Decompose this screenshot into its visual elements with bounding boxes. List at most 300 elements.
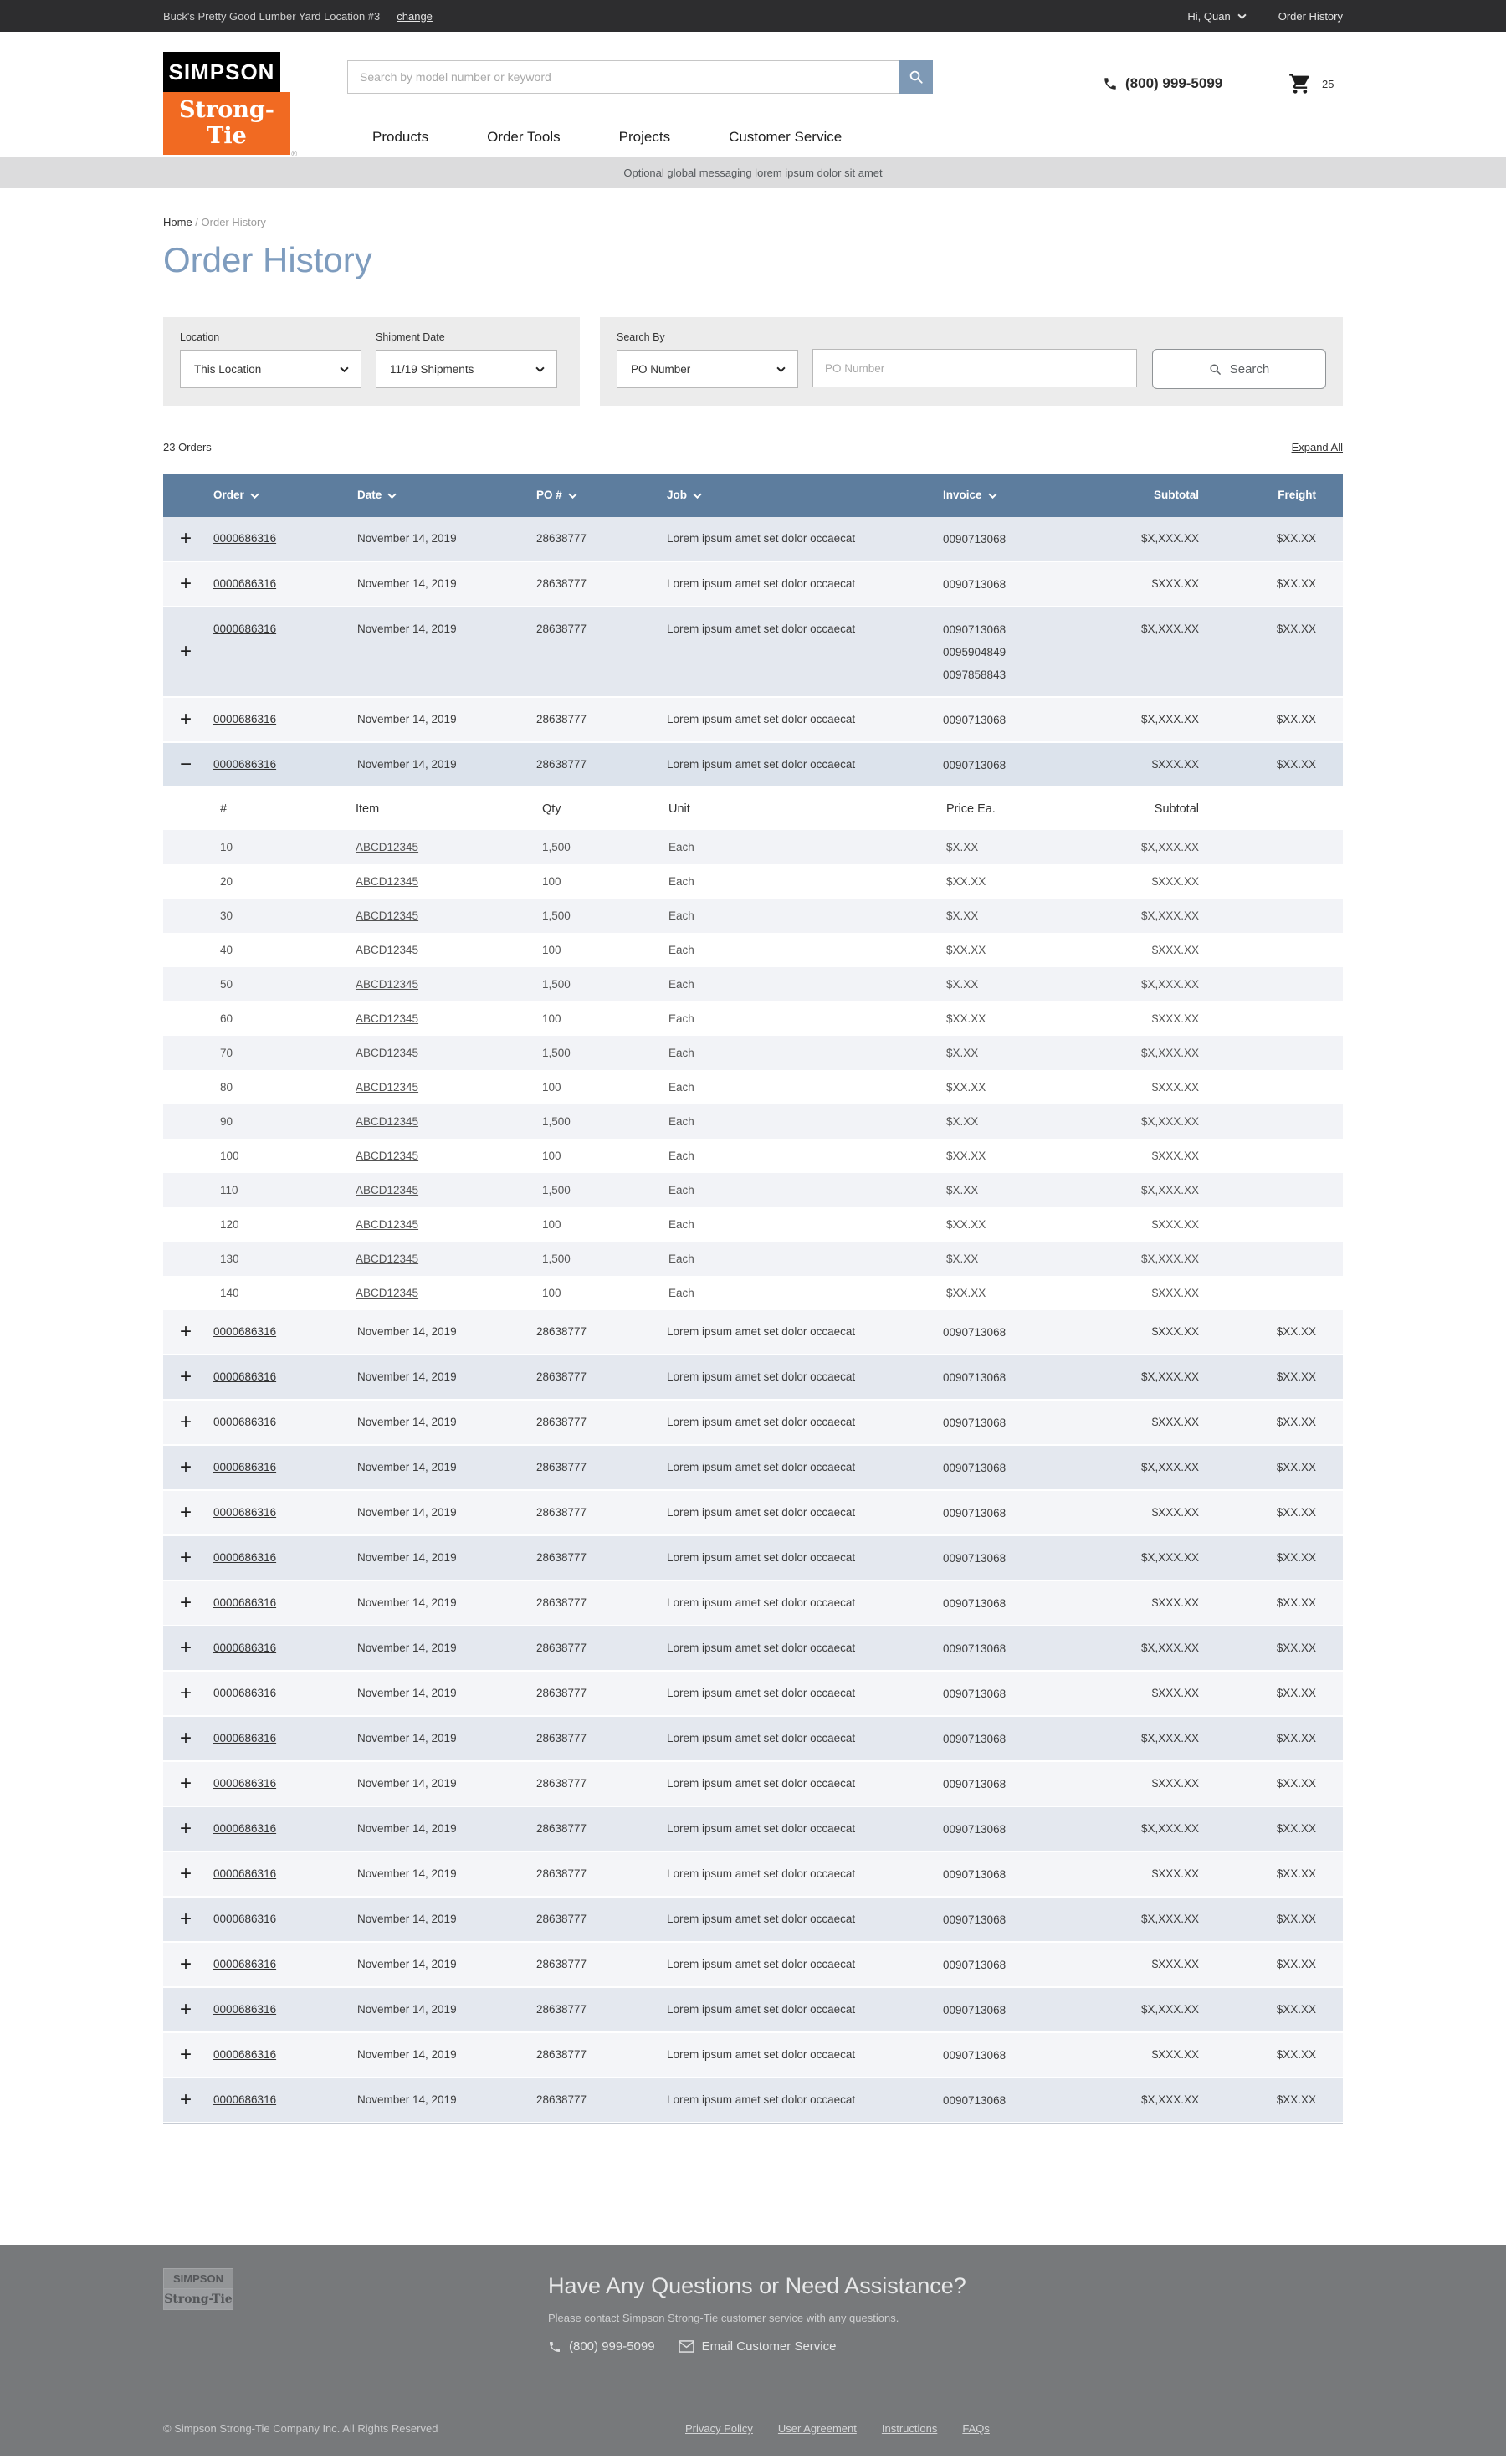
row-expander-button[interactable]: + [163, 1672, 203, 1715]
unit-header: Unit [668, 802, 690, 816]
order-invoices [930, 1898, 1089, 1941]
location-dropdown[interactable] [180, 350, 361, 388]
order-number-link[interactable]: 0000686316 [213, 1777, 277, 1790]
global-message-banner [0, 157, 1506, 188]
line-item-qty: 1,500 [542, 1184, 571, 1196]
order-date: November 14, 2019 [357, 1867, 457, 1880]
order-number-link[interactable]: 0000686316 [213, 1551, 277, 1564]
order-number-link[interactable]: 0000686316 [213, 713, 277, 725]
order-row [163, 698, 1343, 743]
order-subtotal: $XXX.XX [1151, 1687, 1199, 1699]
order-freight: $XX.XX [1276, 622, 1316, 635]
order-job: Lorem ipsum amet set dolor occaecat [667, 532, 856, 545]
line-item-price: $XX.XX [946, 1287, 986, 1299]
order-freight: $XX.XX [1276, 577, 1316, 590]
search-button[interactable] [899, 60, 933, 94]
line-item-price: $X.XX [946, 841, 979, 853]
order-subtotal: $X,XXX.XX [1140, 1732, 1199, 1744]
order-date: November 14, 2019 [357, 1687, 457, 1699]
item-model-link[interactable]: ABCD12345 [356, 1047, 419, 1059]
order-po: 28638777 [536, 1913, 587, 1925]
row-expander-button[interactable]: + [163, 517, 203, 561]
row-expander-button[interactable]: + [163, 1355, 203, 1399]
order-invoices [930, 2033, 1089, 2077]
qty-header: Qty [542, 802, 561, 816]
order-freight: $XX.XX [1276, 1325, 1316, 1338]
order-number-link[interactable]: 0000686316 [213, 1461, 277, 1473]
sort-header-po[interactable] [521, 474, 647, 517]
breadcrumb-home-link[interactable]: Home [163, 216, 192, 228]
footer-link[interactable]: User Agreement [777, 2422, 857, 2435]
order-number-link[interactable]: 0000686316 [213, 1596, 277, 1609]
row-expander-button[interactable]: + [163, 1581, 203, 1625]
order-job: Lorem ipsum amet set dolor occaecat [667, 1325, 856, 1338]
line-item-unit: Each [668, 1150, 694, 1162]
nav-item[interactable]: Projects [618, 129, 671, 145]
item-model-link[interactable]: ABCD12345 [356, 1150, 419, 1162]
line-item-number: 50 [220, 978, 233, 991]
order-invoices [930, 1672, 1089, 1715]
row-expander-button[interactable]: + [163, 2033, 203, 2077]
order-invoices [930, 1310, 1089, 1354]
order-subtotal: $X,XXX.XX [1140, 532, 1199, 545]
line-item-number: 120 [220, 1218, 239, 1231]
invoice-number: 0090713068 [943, 1325, 1007, 1339]
line-item-row [163, 1001, 1343, 1036]
row-expander-button[interactable]: + [163, 1943, 203, 1986]
order-job: Lorem ipsum amet set dolor occaecat [667, 1551, 856, 1564]
line-item-qty: 1,500 [542, 909, 571, 922]
order-number-link[interactable]: 0000686316 [213, 2093, 277, 2106]
order-number-link[interactable]: 0000686316 [213, 532, 277, 545]
row-expander-button[interactable]: + [163, 1310, 203, 1354]
footer-links [685, 2422, 990, 2456]
order-job: Lorem ipsum amet set dolor occaecat [667, 2003, 856, 2016]
line-item-subtotal: $X,XXX.XX [1140, 1047, 1199, 1059]
item-model-link[interactable]: ABCD12345 [356, 1252, 419, 1265]
chevron-down-icon [387, 493, 397, 499]
expand-all-link[interactable]: Expand All [1291, 441, 1343, 453]
order-invoices [930, 1943, 1089, 1986]
order-po: 28638777 [536, 1506, 587, 1519]
email-customer-service-link[interactable] [679, 2339, 837, 2354]
order-row [163, 1852, 1343, 1898]
order-date: November 14, 2019 [357, 1822, 457, 1835]
order-job: Lorem ipsum amet set dolor occaecat [667, 2048, 856, 2061]
line-item-subtotal: $XXX.XX [1151, 875, 1199, 888]
main-nav [372, 129, 842, 146]
line-item-qty: 100 [542, 1287, 561, 1299]
order-row [163, 1401, 1343, 1446]
line-item-price: $XX.XX [946, 1218, 986, 1231]
line-item-subtotal: $X,XXX.XX [1140, 1115, 1199, 1128]
search-icon [909, 69, 924, 85]
order-freight: $XX.XX [1276, 1687, 1316, 1699]
line-item-number: 80 [220, 1081, 233, 1094]
nav-item[interactable]: Order Tools [487, 129, 561, 145]
site-header [0, 32, 1506, 157]
order-number-link[interactable]: 0000686316 [213, 1325, 277, 1338]
footer-link[interactable]: Instructions [881, 2422, 938, 2435]
footer-phone-number: (800) 999-5099 [569, 2339, 655, 2354]
order-number-link[interactable]: 0000686316 [213, 2048, 277, 2061]
order-date: November 14, 2019 [357, 1732, 457, 1744]
orders-table [163, 474, 1343, 2124]
row-expander-button[interactable]: + [163, 1988, 203, 2031]
item-model-link[interactable]: ABCD12345 [356, 1287, 419, 1299]
simpson-strong-tie-logo[interactable] [163, 52, 297, 158]
order-subtotal: $X,XXX.XX [1140, 1370, 1199, 1383]
line-item-subtotal: $XXX.XX [1151, 1012, 1199, 1025]
cart-button[interactable] [1288, 72, 1334, 95]
order-invoices [930, 1581, 1089, 1625]
order-subtotal: $X,XXX.XX [1140, 622, 1199, 635]
breadcrumb-current: Order History [201, 216, 266, 228]
order-freight: $XX.XX [1276, 1551, 1316, 1564]
line-item-qty: 100 [542, 944, 561, 956]
order-invoices [930, 1717, 1089, 1760]
order-po: 28638777 [536, 1732, 587, 1744]
line-item-subtotal: $XXX.XX [1151, 944, 1199, 956]
item-model-link[interactable]: ABCD12345 [356, 909, 419, 922]
order-date: November 14, 2019 [357, 1461, 457, 1473]
order-invoices [930, 1355, 1089, 1399]
row-expander-button[interactable]: + [163, 2078, 203, 2122]
row-expander-button[interactable]: + [163, 698, 203, 741]
line-item-subtotal: $XXX.XX [1151, 1081, 1199, 1094]
line-items-subtable [163, 788, 1343, 1310]
account-menu[interactable] [1187, 10, 1246, 23]
order-row [163, 1807, 1343, 1852]
order-number-link[interactable]: 0000686316 [213, 1506, 277, 1519]
order-date: November 14, 2019 [357, 1551, 457, 1564]
line-item-subtotal: $XXX.XX [1151, 1218, 1199, 1231]
row-expander-button[interactable]: + [163, 1898, 203, 1941]
main-content [0, 216, 1506, 2245]
invoice-number: 0097858843 [943, 668, 1007, 681]
line-item-number: 90 [220, 1115, 233, 1128]
order-date: November 14, 2019 [357, 2003, 457, 2016]
order-number-link[interactable]: 0000686316 [213, 1958, 277, 1970]
line-item-qty: 1,500 [542, 1047, 571, 1059]
line-item-price: $XX.XX [946, 1081, 986, 1094]
line-item-row [163, 967, 1343, 1001]
order-subtotal: $XXX.XX [1151, 1596, 1199, 1609]
order-po: 28638777 [536, 1687, 587, 1699]
invoice-number: 0090713068 [943, 1370, 1007, 1384]
orders-table-header [163, 474, 1343, 517]
line-item-price: $XX.XX [946, 944, 986, 956]
order-invoices [930, 1491, 1089, 1534]
line-item-price: $X.XX [946, 1047, 979, 1059]
order-po: 28638777 [536, 1642, 587, 1654]
order-freight: $XX.XX [1276, 2003, 1316, 2016]
line-item-unit: Each [668, 1287, 694, 1299]
header-phone-link[interactable] [1103, 75, 1222, 92]
location-dropdown-value: This Location [194, 362, 262, 376]
line-item-subtotal: $X,XXX.XX [1140, 909, 1199, 922]
order-date: November 14, 2019 [357, 1506, 457, 1519]
invoice-number: 0090713068 [943, 1958, 1007, 1971]
logo-strongtie-text: Strong-Tie [163, 92, 290, 155]
order-number-link[interactable]: 0000686316 [213, 1732, 277, 1744]
invoice-number: 0090713068 [943, 1416, 1007, 1429]
line-item-qty: 1,500 [542, 841, 571, 853]
order-number-link[interactable]: 0000686316 [213, 1370, 277, 1383]
order-freight: $XX.XX [1276, 1867, 1316, 1880]
invoice-number: 0090713068 [943, 1461, 1007, 1474]
row-expander-button[interactable]: + [163, 1762, 203, 1806]
header-phone-number: (800) 999-5099 [1125, 75, 1223, 91]
line-item-unit: Each [668, 1184, 694, 1196]
line-item-number: 110 [220, 1184, 238, 1196]
order-subtotal: $XXX.XX [1151, 577, 1199, 590]
line-item-unit: Each [668, 944, 694, 956]
order-job: Lorem ipsum amet set dolor occaecat [667, 1822, 856, 1835]
line-item-qty: 100 [542, 1218, 561, 1231]
line-item-row [163, 1276, 1343, 1310]
shipment-date-dropdown[interactable] [376, 350, 557, 388]
order-date: November 14, 2019 [357, 1913, 457, 1925]
order-job: Lorem ipsum amet set dolor occaecat [667, 1642, 856, 1654]
order-job: Lorem ipsum amet set dolor occaecat [667, 1596, 856, 1609]
item-model-link[interactable]: ABCD12345 [356, 1081, 419, 1094]
invoice-number: 0090713068 [943, 1551, 1007, 1565]
line-item-row [163, 1036, 1343, 1070]
search-filter-panel [600, 317, 1343, 406]
phone-icon [548, 2340, 561, 2354]
line-item-number: 60 [220, 1012, 233, 1025]
order-number-link[interactable]: 0000686316 [213, 1822, 277, 1835]
row-expander-button[interactable]: + [163, 1446, 203, 1489]
sort-header-order[interactable] [203, 474, 344, 517]
line-item-row [163, 1070, 1343, 1104]
nav-item[interactable]: Products [372, 129, 429, 145]
order-number-link[interactable]: 0000686316 [213, 2003, 277, 2016]
order-freight: $XX.XX [1276, 2093, 1316, 2106]
order-subtotal: $X,XXX.XX [1140, 1461, 1199, 1473]
invoice-number: 0090713068 [943, 1687, 1007, 1700]
order-freight: $XX.XX [1276, 1777, 1316, 1790]
chevron-down-icon [693, 493, 702, 499]
order-row [163, 607, 1343, 698]
row-expander-button[interactable]: + [163, 607, 203, 696]
line-item-number: 100 [220, 1150, 239, 1162]
sort-header-job[interactable] [647, 474, 930, 517]
invoice-number: 0090713068 [943, 758, 1007, 771]
line-item-number: 130 [220, 1252, 239, 1265]
freight-header [1199, 474, 1343, 517]
line-item-number: 70 [220, 1047, 233, 1059]
row-expander-button[interactable]: + [163, 1491, 203, 1534]
line-item-row [163, 1242, 1343, 1276]
order-row [163, 1672, 1343, 1717]
registered-trademark-symbol: ® [291, 150, 297, 158]
order-po: 28638777 [536, 1551, 587, 1564]
order-date: November 14, 2019 [357, 2048, 457, 2061]
item-model-link[interactable]: ABCD12345 [356, 1012, 419, 1025]
row-expander-button[interactable]: + [163, 1536, 203, 1580]
order-row [163, 1626, 1343, 1672]
order-number-link[interactable]: 0000686316 [213, 1867, 277, 1880]
line-item-subtotal: $X,XXX.XX [1140, 978, 1199, 991]
order-number-link[interactable]: 0000686316 [213, 1416, 277, 1428]
chevron-down-icon [250, 493, 259, 499]
nav-item[interactable]: Customer Service [729, 129, 843, 145]
order-freight: $XX.XX [1276, 532, 1316, 545]
order-subtotal: $X,XXX.XX [1140, 1822, 1199, 1835]
email-icon [679, 2340, 694, 2353]
order-subtotal: $X,XXX.XX [1140, 1642, 1199, 1654]
order-subtotal: $XXX.XX [1151, 2048, 1199, 2061]
order-header-label: Order [213, 489, 244, 501]
order-job: Lorem ipsum amet set dolor occaecat [667, 577, 856, 590]
cart-icon [1288, 72, 1312, 95]
line-item-price: $X.XX [946, 1252, 979, 1265]
order-row [163, 2033, 1343, 2078]
item-model-link[interactable]: ABCD12345 [356, 1184, 419, 1196]
item-model-link[interactable]: ABCD12345 [356, 875, 419, 888]
order-invoices [930, 2078, 1089, 2122]
chevron-down-icon [535, 366, 545, 372]
line-item-row [163, 899, 1343, 933]
order-freight: $XX.XX [1276, 1416, 1316, 1428]
search-input[interactable] [347, 60, 899, 94]
item-header: Item [356, 802, 380, 816]
line-item-price: $X.XX [946, 909, 979, 922]
line-item-unit: Each [668, 1047, 694, 1059]
line-item-price: $X.XX [946, 1184, 979, 1196]
item-model-link[interactable]: ABCD12345 [356, 944, 419, 956]
invoice-number: 0090713068 [943, 2048, 1007, 2062]
item-model-link[interactable]: ABCD12345 [356, 841, 419, 853]
item-model-link[interactable]: ABCD12345 [356, 978, 419, 991]
item-model-link[interactable]: ABCD12345 [356, 1218, 419, 1231]
line-item-price: $XX.XX [946, 1150, 986, 1162]
order-freight: $XX.XX [1276, 1370, 1316, 1383]
order-row [163, 1581, 1343, 1626]
order-number-link[interactable]: 0000686316 [213, 1687, 277, 1699]
email-customer-service-label: Email Customer Service [701, 2339, 837, 2354]
row-expander-button[interactable]: + [163, 562, 203, 606]
sort-header-date[interactable] [344, 474, 521, 517]
row-expander-button[interactable]: + [163, 1717, 203, 1760]
invoice-number: 0090713068 [943, 713, 1007, 726]
order-number-link[interactable]: 0000686316 [213, 577, 277, 590]
line-item-unit: Each [668, 909, 694, 922]
order-freight: $XX.XX [1276, 713, 1316, 725]
order-subtotal: $XXX.XX [1151, 1777, 1199, 1790]
search-by-dropdown[interactable] [617, 350, 798, 388]
footer-link[interactable]: Privacy Policy [685, 2422, 753, 2435]
line-item-row [163, 1207, 1343, 1242]
order-job: Lorem ipsum amet set dolor occaecat [667, 1777, 856, 1790]
order-invoices [930, 1401, 1089, 1444]
invoice-number: 0090713068 [943, 2003, 1007, 2016]
line-item-unit: Each [668, 1218, 694, 1231]
row-expander-button[interactable]: + [163, 1401, 203, 1444]
order-number-link[interactable]: 0000686316 [213, 1913, 277, 1925]
order-date: November 14, 2019 [357, 1416, 457, 1428]
order-number-link[interactable]: 0000686316 [213, 758, 277, 771]
sort-header-invoice[interactable] [930, 474, 1089, 517]
order-invoices [930, 1446, 1089, 1489]
invoice-number: 0090713068 [943, 1822, 1007, 1836]
line-item-subtotal: $XXX.XX [1151, 1150, 1199, 1162]
order-freight: $XX.XX [1276, 1596, 1316, 1609]
order-row [163, 1310, 1343, 1355]
row-expander-button[interactable]: − [163, 743, 203, 786]
freight-header-label: Freight [1278, 489, 1316, 501]
page-title: Order History [163, 240, 372, 279]
footer-bottom-bar [0, 2400, 1506, 2456]
order-row [163, 1988, 1343, 2033]
order-po: 28638777 [536, 1325, 587, 1338]
order-freight: $XX.XX [1276, 1506, 1316, 1519]
order-date: November 14, 2019 [357, 622, 457, 635]
order-job: Lorem ipsum amet set dolor occaecat [667, 1461, 856, 1473]
order-po: 28638777 [536, 1596, 587, 1609]
order-job: Lorem ipsum amet set dolor occaecat [667, 1732, 856, 1744]
chevron-down-icon [568, 493, 577, 499]
copyright-text: © Simpson Strong-Tie Company Inc. All Rights Reserved [163, 2422, 438, 2435]
change-location-link[interactable]: change [397, 9, 433, 23]
order-number-link[interactable]: 0000686316 [213, 1642, 277, 1654]
line-item-qty: 1,500 [542, 1115, 571, 1128]
orders-meta-row [163, 441, 1343, 453]
order-date: November 14, 2019 [357, 2093, 457, 2106]
breadcrumb [163, 216, 1343, 228]
line-item-subtotal: $X,XXX.XX [1140, 841, 1199, 853]
item-model-link[interactable]: ABCD12345 [356, 1115, 419, 1128]
order-date: November 14, 2019 [357, 1958, 457, 1970]
order-date: November 14, 2019 [357, 1325, 457, 1338]
row-expander-button[interactable]: + [163, 1852, 203, 1896]
invoice-number: 0090713068 [943, 532, 1007, 546]
shipment-date-label: Shipment Date [376, 331, 445, 343]
footer-link[interactable]: FAQs [962, 2422, 990, 2435]
order-freight: $XX.XX [1276, 1958, 1316, 1970]
order-job: Lorem ipsum amet set dolor occaecat [667, 1370, 856, 1383]
row-expander-button[interactable]: + [163, 1626, 203, 1670]
footer-heading: Have Any Questions or Need Assistance? [548, 2273, 966, 2298]
row-expander-button[interactable]: + [163, 1807, 203, 1851]
po-number-input[interactable] [812, 349, 1137, 387]
invoice-number: 0090713068 [943, 1642, 1007, 1655]
expander-column-header [163, 474, 203, 517]
order-freight: $XX.XX [1276, 1913, 1316, 1925]
line-item-qty: 1,500 [542, 978, 571, 991]
invoice-header-label: Invoice [943, 489, 982, 501]
topbar-order-history-link[interactable]: Order History [1278, 9, 1343, 23]
phone-icon [1103, 76, 1118, 91]
order-row [163, 1536, 1343, 1581]
line-item-price: $XX.XX [946, 1012, 986, 1025]
order-row [163, 1446, 1343, 1491]
order-po: 28638777 [536, 1867, 587, 1880]
order-job: Lorem ipsum amet set dolor occaecat [667, 1416, 856, 1428]
cart-count-badge: 25 [1322, 77, 1334, 90]
order-freight: $XX.XX [1276, 758, 1316, 771]
order-number-link[interactable]: 0000686316 [213, 622, 277, 635]
line-item-number: 30 [220, 909, 233, 922]
order-job: Lorem ipsum amet set dolor occaecat [667, 1958, 856, 1970]
filter-search-button[interactable] [1152, 349, 1326, 389]
order-invoices [930, 1536, 1089, 1580]
footer-phone-link[interactable] [548, 2339, 655, 2354]
order-subtotal: $XXX.XX [1151, 1325, 1199, 1338]
line-item-price: $X.XX [946, 978, 979, 991]
